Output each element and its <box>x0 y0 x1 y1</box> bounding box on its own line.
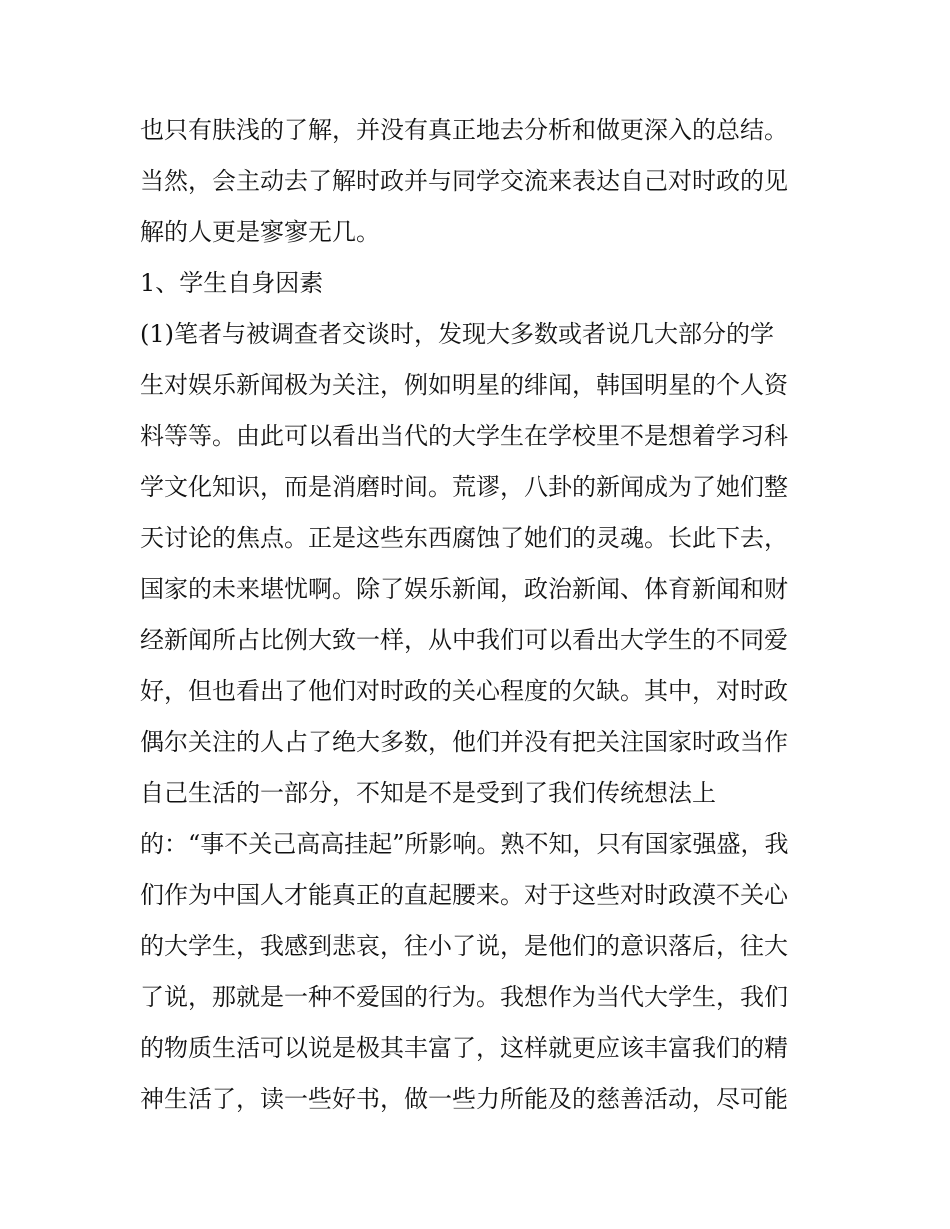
text-line: 的：“事不关己高高挂起”所影响。熟不知，只有国家强盛，我 <box>140 830 789 858</box>
text-line: 解的人更是寥寥无几。 <box>140 218 380 246</box>
text-line: 当然，会主动去了解时政并与同学交流来表达自己对时政的见 <box>140 167 788 195</box>
text-line: 了说，那就是一种不爱国的行为。我想作为当代大学生，我们 <box>140 983 788 1011</box>
text-line: 自己生活的一部分，不知是不是受到了我们传统想法上 <box>140 779 716 807</box>
text-line: 经新闻所占比例大致一样，从中我们可以看出大学生的不同爱 <box>140 626 788 654</box>
text-line: 偶尔关注的人占了绝大多数，他们并没有把关注国家时政当作 <box>140 728 788 756</box>
body-text <box>140 108 820 1128</box>
text-line: (1)笔者与被调查者交谈时，发现大多数或者说几大部分的学 <box>140 320 774 348</box>
text-line: 学文化知识，而是消磨时间。荒谬，八卦的新闻成为了她们整 <box>140 473 788 501</box>
text-line: 的物质生活可以说是极其丰富了，这样就更应该丰富我们的精 <box>140 1034 788 1062</box>
text-line: 的大学生，我感到悲哀，往小了说，是他们的意识落后，往大 <box>140 932 788 960</box>
text-line: 国家的未来堪忧啊。除了娱乐新闻，政治新闻、体育新闻和财 <box>140 575 788 603</box>
section-heading: 1、学生自身因素 <box>140 269 324 297</box>
text-line: 神生活了，读一些好书，做一些力所能及的慈善活动，尽可能 <box>140 1085 788 1113</box>
text-line: 们作为中国人才能真正的直起腰来。对于这些对时政漠不关心 <box>140 881 788 909</box>
text-line: 料等等。由此可以看出当代的大学生在学校里不是想着学习科 <box>140 422 788 450</box>
text-line: 也只有肤浅的了解，并没有真正地去分析和做更深入的总结。 <box>140 116 788 144</box>
text-line: 好，但也看出了他们对时政的关心程度的欠缺。其中，对时政 <box>140 677 788 705</box>
text-line: 天讨论的焦点。正是这些东西腐蚀了她们的灵魂。长此下去， <box>140 524 788 552</box>
text-line: 生对娱乐新闻极为关注，例如明星的绯闻，韩国明星的个人资 <box>140 371 788 399</box>
